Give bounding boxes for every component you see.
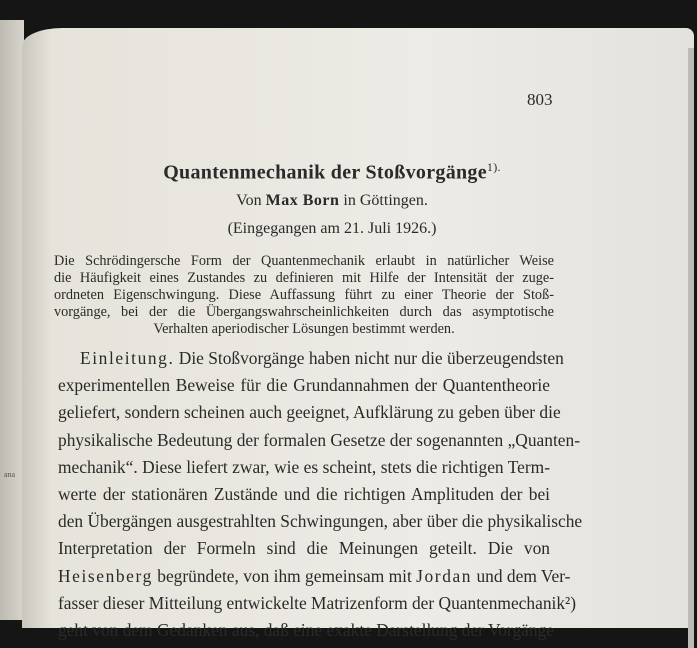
body-line-text: und dem Ver- xyxy=(476,565,571,586)
author-name: Max Born xyxy=(265,192,340,209)
abstract xyxy=(54,253,554,338)
left-page-edge xyxy=(0,20,24,620)
body-line: werte der stationären Zustände und die richtigen Amplituden der bei xyxy=(58,484,550,505)
intro-heading: Einleitung. xyxy=(80,348,175,368)
name-jordan: Jordan xyxy=(416,565,473,586)
abstract-line: ordneten Eigenschwingung. Diese Auffassung führt zu einer Theorie der Stoß- xyxy=(54,287,554,303)
body-line xyxy=(58,563,571,590)
received-date: (Eingegangen am 21. Juli 1926.) xyxy=(227,220,437,237)
byline xyxy=(22,192,642,210)
byline-suffix: in Göttingen. xyxy=(343,192,428,209)
body-line: mechanik“. Diese liefert zwar, wie es scheint, stets die richtigen Term- xyxy=(58,456,550,477)
body-text xyxy=(58,345,583,644)
body-line: fasser dieser Mitteilung entwickelte Matrizenform der Quantenmechanik²) xyxy=(58,592,577,613)
body-line xyxy=(58,345,564,372)
name-heisenberg: Heisenberg xyxy=(58,565,153,586)
body-line: geht von dem Gedanken aus, daß eine exakte Darstellung der Vorgänge xyxy=(58,620,554,641)
body-line-text: Die Stoßvorgänge haben nicht nur die überzeugendsten xyxy=(178,348,564,368)
abstract-line: vorgänge, bei der die Übergangswahrscheinlichkeiten durch das asymptotische xyxy=(54,304,554,320)
page-number: 803 xyxy=(527,90,553,109)
abstract-line: die Häufigkeit eines Zustandes zu definieren mit Hilfe der Intensität der zuge- xyxy=(54,270,554,286)
body-line: experimentellen Beweise für die Grundannahmen der Quantentheorie xyxy=(58,375,550,396)
byline-prefix: Von xyxy=(236,192,262,209)
body-line: physikalische Bedeutung der formalen Gesetze der sogenannten „Quanten- xyxy=(58,429,581,450)
margin-mark: ana xyxy=(4,470,16,479)
abstract-line: Die Schrödingersche Form der Quantenmechanik erlaubt in natürlicher Weise xyxy=(54,253,554,269)
book-page xyxy=(22,28,694,641)
body-line: Interpretation der Formeln sind die Meinungen geteilt. Die von xyxy=(58,538,550,559)
article-title xyxy=(22,160,642,185)
title-text: Quantenmechanik der Stoßvorgänge xyxy=(163,161,487,184)
body-line: den Übergängen ausgestrahlten Schwingungen, aber über die physikalische xyxy=(58,511,583,532)
body-line-text: begründete, von ihm gemeinsam mit xyxy=(157,565,412,586)
page-edge xyxy=(688,48,694,648)
title-footnote: 1). xyxy=(486,160,501,174)
abstract-line: Verhalten aperiodischer Lösungen bestimmt werden. xyxy=(153,321,455,337)
body-line: geliefert, sondern scheinen auch geeignet, Aufklärung zu geben über die xyxy=(58,402,561,423)
